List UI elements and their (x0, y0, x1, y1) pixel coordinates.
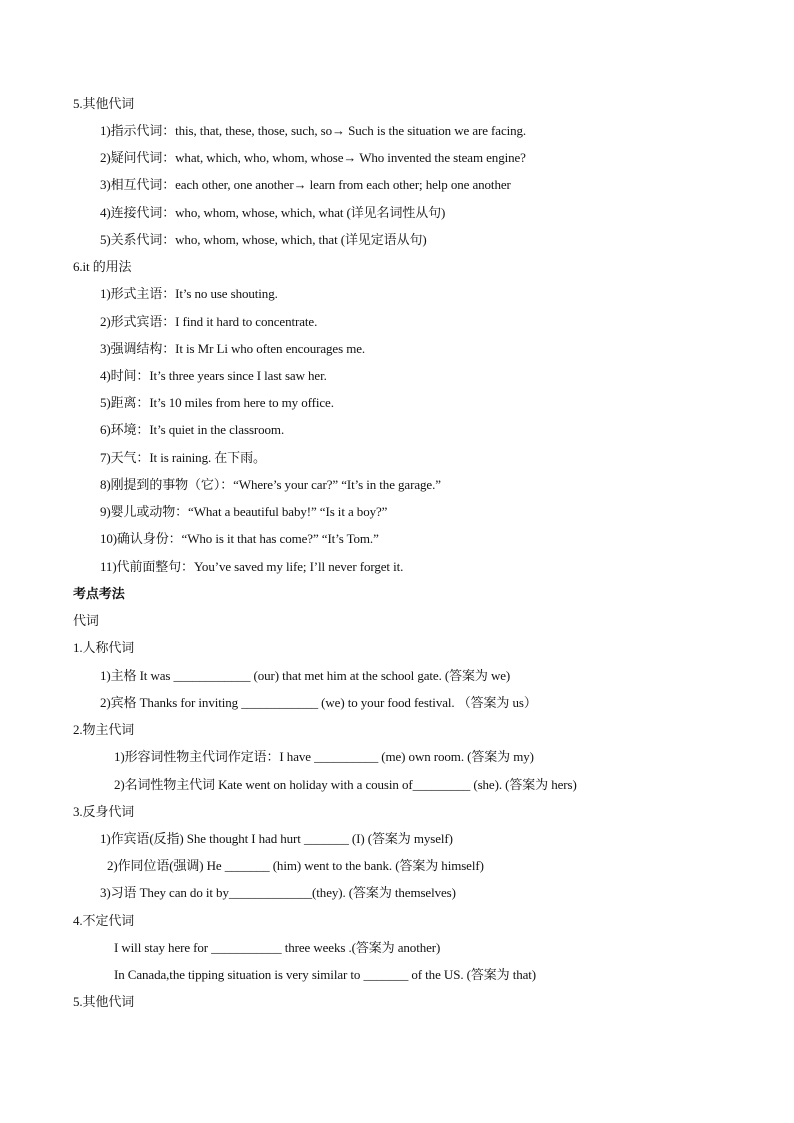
it-usage-item: 6)环境：It’s quiet in the classroom. (100, 422, 285, 437)
exercise-line: 1)主格 It was ____________ (our) that met him at the school gate. (答案为 we) (100, 668, 511, 683)
heading-indefinite-pronouns: 4.不定代词 (73, 913, 135, 928)
it-usage-item: 1)形式主语：It’s no use shouting. (100, 286, 278, 301)
it-usage-item: 7)天气：It is raining. 在下雨。 (100, 450, 266, 465)
topic-heading-pronouns: 代词 (73, 613, 99, 628)
heading-personal-pronouns: 1.人称代词 (73, 640, 135, 655)
exercise-line: 2)作同位语(强调) He _______ (him) went to the bank. (答案为 himself) (107, 858, 484, 873)
interrogative-pronouns-line: 2)疑问代词：what, which, who, whom, whose→ Who invented the steam engine? (100, 150, 526, 165)
it-usage-item: 3)强调结构：It is Mr Li who often encourages me. (100, 341, 366, 356)
exercise-line: 2)宾格 Thanks for inviting ____________ (we) to your food festival. （答案为 us） (100, 695, 537, 710)
it-usage-item: 9)婴儿或动物：“What a beautiful baby!” “Is it a boy?” (100, 504, 388, 519)
exercise-line: 3)习语 They can do it by_____________(they). (答案为 themselves) (100, 885, 456, 900)
it-usage-item: 5)距离：It’s 10 miles from here to my office. (100, 395, 334, 410)
exercise-line: 1)作宾语(反指) She thought I had hurt _______ (I) (答案为 myself) (100, 831, 453, 846)
section-heading-exam-points: 考点考法 (73, 586, 125, 601)
it-usage-item: 8)刚提到的事物（它）：“Where’s your car?” “It’s in the garage.” (100, 477, 441, 492)
it-usage-item: 2)形式宾语：I find it hard to concentrate. (100, 314, 318, 329)
heading-possessive-pronouns: 2.物主代词 (73, 722, 135, 737)
exercise-line: In Canada,the tipping situation is very similar to _______ of the US. (答案为 that) (114, 967, 537, 982)
heading-reflexive-pronouns: 3.反身代词 (73, 804, 135, 819)
it-usage-item: 4)时间：It’s three years since I last saw her. (100, 368, 327, 383)
it-usage-item: 11)代前面整句：You’ve saved my life; I’ll never forget it. (100, 559, 404, 574)
relative-pronouns-line: 5)关系代词：who, whom, whose, which, that (详见定语从句) (100, 232, 427, 247)
exercise-line: I will stay here for ___________ three weeks .(答案为 another) (114, 940, 441, 955)
it-usage-item: 10)确认身份：“Who is it that has come?” “It’s Tom.” (100, 531, 379, 546)
heading-other-pronouns: 5.其他代词 (73, 96, 135, 111)
demonstrative-pronouns-line: 1)指示代词：this, that, these, those, such, so→ Such is the situation we are facing. (100, 123, 527, 138)
exercise-line: 1)形容词性物主代词作定语：I have __________ (me) own room. (答案为 my) (114, 749, 534, 764)
heading-it-usage: 6.it 的用法 (73, 259, 132, 274)
exercise-line: 2)名词性物主代词 Kate went on holiday with a cousin of_________ (she). (答案为 hers) (114, 777, 577, 792)
reciprocal-pronouns-line: 3)相互代词：each other, one another→ learn from each other; help one another (100, 177, 511, 192)
conjunctive-pronouns-line: 4)连接代词：who, whom, whose, which, what (详见名词性从句) (100, 205, 446, 220)
heading-other-pronouns: 5.其他代词 (73, 994, 135, 1009)
